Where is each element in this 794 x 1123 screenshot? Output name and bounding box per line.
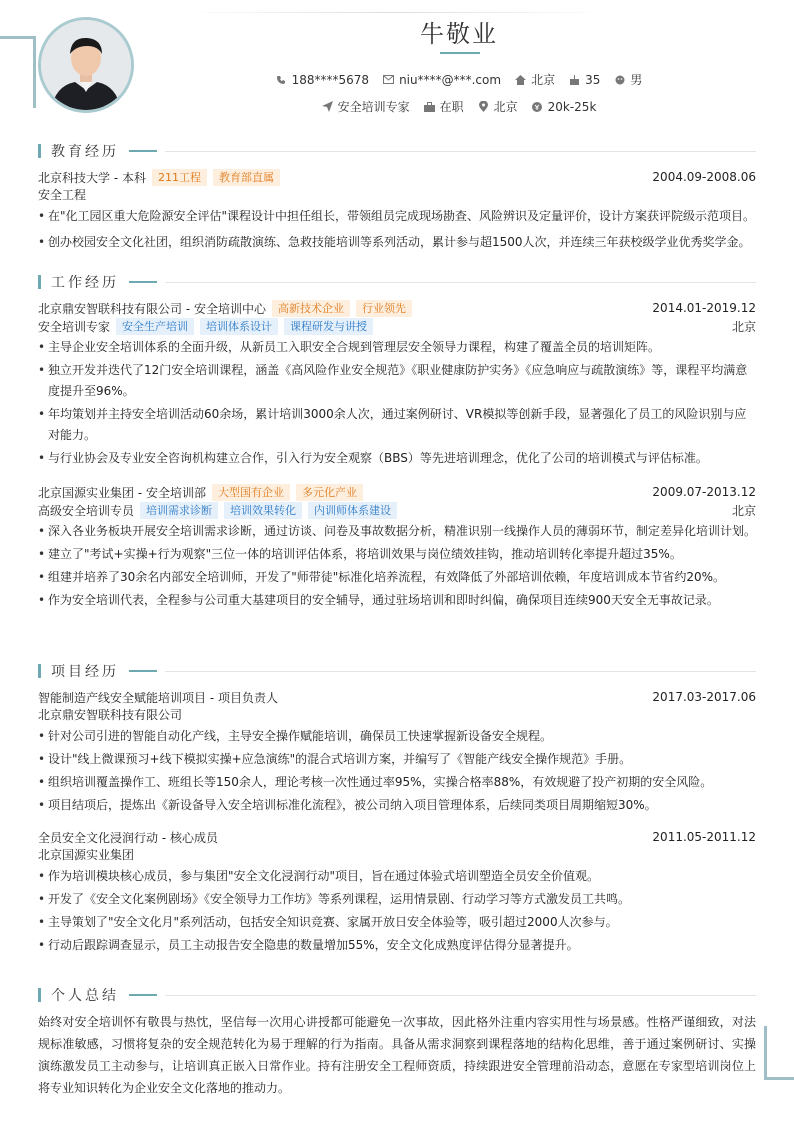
company-name: 北京国源实业集团 - 安全培训部 — [38, 485, 206, 500]
section-education — [38, 141, 756, 161]
location-text: 北京 — [531, 73, 556, 87]
list-item: • 针对公司引进的智能自动化产线，主导安全操作赋能培训，确保员工快速掌握新设备安全规程。 — [38, 726, 756, 747]
work-city: 北京 — [731, 319, 756, 334]
company-tag: 大型国有企业 — [212, 484, 290, 501]
gender-icon — [614, 74, 625, 85]
work-date: 2014.01-2019.12 — [652, 301, 756, 315]
section-work — [38, 272, 756, 292]
job-role: 安全培训专家 — [38, 319, 111, 334]
email-text: niu****@***.com — [399, 72, 502, 87]
name-underline — [440, 52, 480, 54]
briefcase-icon — [424, 101, 435, 112]
summary-text: 始终对安全培训怀有敬畏与热忱，坚信每一次用心讲授都可能避免一次事故，因此格外注重内容实用性与场景感。性格严谨细致，对法规标准敏感，习惯将复杂的安全规范转化为易于理解的行为指南。具备从需求洞察到课程落地的结构化思维，善于通过案例研讨、实操演练激发员工主动参与，让培训真正嵌入日常作业。持有注册安全工程师资质，持续跟进安全管理前沿动态，意愿在专家型培训岗位上将专业知识转化为企业安全文化落地的推动力。 — [38, 1015, 756, 1095]
money-icon — [532, 101, 543, 112]
target-position-item — [322, 98, 410, 115]
send-icon — [322, 101, 333, 112]
job-role: 高级安全培训专员 — [38, 503, 135, 518]
salary-item — [532, 98, 597, 115]
work-city: 北京 — [731, 503, 756, 518]
project-title: 全员安全文化浸润行动 - 核心成员 — [38, 830, 218, 845]
home-icon — [515, 74, 526, 85]
top-divider — [180, 12, 610, 13]
skill-tag: 培训需求诊断 — [140, 502, 218, 519]
company-tag: 多元化产业 — [296, 484, 363, 501]
corner-decoration-bottom-right — [764, 1026, 794, 1080]
cake-icon — [569, 74, 580, 85]
target-city-text: 北京 — [493, 100, 518, 114]
list-item: • 与行业协会及专业安全咨询机构建立合作，引入行为安全观察（BBS）等先进培训理念，优化了公司的培训模式与评估标准。 — [38, 448, 756, 469]
list-item: • 创办校园安全文化社团，组织消防疏散演练、急救技能培训等系列活动，累计参与超1500人次，并连续三年获校级学业优秀奖学金。 — [38, 232, 756, 253]
section-title-education: 教育经历 — [51, 144, 119, 160]
skill-tag: 内训师体系建设 — [308, 502, 397, 519]
phone-item — [276, 71, 369, 88]
school-name: 北京科技大学 - 本科 — [38, 170, 146, 185]
phone-icon — [276, 74, 287, 85]
list-item: • 作为安全培训代表，全程参与公司重大基建项目的安全辅导，通过驻场培训和即时纠偏，确保项目连续900天安全无事故记录。 — [38, 590, 756, 611]
target-city-item — [478, 98, 518, 115]
list-item: • 年均策划并主持安全培训活动60余场，累计培训3000余人次，通过案例研讨、VR模拟等创新手段，显著强化了员工的风险识别与应对能力。 — [38, 404, 756, 446]
project-title: 智能制造产线安全赋能培训项目 - 项目负责人 — [38, 690, 278, 705]
list-item: • 项目结项后，提炼出《新设备导入安全培训标准化流程》，被公司纳入项目管理体系，后续同类项目周期缩短30%。 — [38, 795, 756, 816]
skill-tag: 课程研发与讲授 — [284, 318, 373, 335]
section-summary — [38, 985, 756, 1005]
intention-row — [124, 98, 794, 115]
list-item: • 主导策划了"安全文化月"系列活动，包括安全知识竞赛、家属开放日安全体验等，吸引超过2000人次参与。 — [38, 912, 756, 933]
list-item: • 组织培训覆盖操作工、班组长等150余人，理论考核一次性通过率95%，实操合格率88%，有效规避了投产初期的安全风险。 — [38, 772, 756, 793]
work-entry — [38, 483, 756, 611]
list-item: • 组建并培养了30余名内部安全培训师，开发了"师带徒"标准化培养流程，有效降低了外部培训依赖，年度培训成本节省约20%。 — [38, 567, 756, 588]
project-org: 北京鼎安智联科技有限公司 — [38, 708, 183, 722]
gender-item — [614, 71, 642, 88]
target-position-text: 安全培训专家 — [337, 100, 410, 114]
skill-tag: 培训体系设计 — [200, 318, 278, 335]
contact-row — [124, 71, 794, 88]
project-date: 2017.03-2017.06 — [652, 690, 756, 704]
project-org: 北京国源实业集团 — [38, 848, 135, 862]
list-item: • 深入各业务板块开展安全培训需求诊断，通过访谈、问卷及事故数据分析，精准识别一线操作人员的薄弱环节，制定差异化培训计划。 — [38, 521, 756, 542]
gender-text: 男 — [630, 73, 643, 87]
skill-tag: 安全生产培训 — [116, 318, 194, 335]
status-text: 在职 — [439, 100, 464, 114]
company-name: 北京鼎安智联科技有限公司 - 安全培训中心 — [38, 301, 266, 316]
location-item — [515, 71, 555, 88]
company-tag: 行业领先 — [356, 300, 412, 317]
candidate-name: 牛敬业 — [420, 20, 498, 48]
project-entry — [38, 828, 756, 956]
age-item — [569, 71, 600, 88]
school-tag: 教育部直属 — [213, 169, 280, 186]
education-entry — [38, 168, 756, 253]
salary-text: 20k-25k — [547, 99, 597, 114]
section-title-work: 工作经历 — [51, 275, 119, 291]
list-item: • 建立了"考试+实操+行为观察"三位一体的培训评估体系，将培训效果与岗位绩效挂钩，推动培训转化率提升超过35%。 — [38, 544, 756, 565]
section-title-summary: 个人总结 — [51, 988, 119, 1004]
phone-text: 188****5678 — [291, 72, 370, 87]
age-text: 35 — [585, 72, 601, 87]
school-tag: 211工程 — [152, 169, 207, 186]
company-tag: 高新技术企业 — [272, 300, 350, 317]
list-item: • 在"化工园区重大危险源安全评估"课程设计中担任组长，带领组员完成现场勘查、风险辨识及定量评价，设计方案获评院级示范项目。 — [38, 206, 756, 227]
section-projects — [38, 661, 756, 681]
major: 安全工程 — [38, 188, 87, 202]
list-item: • 作为培训模块核心成员，参与集团"安全文化浸润行动"项目，旨在通过体验式培训塑造全员安全价值观。 — [38, 866, 756, 887]
section-title-projects: 项目经历 — [51, 664, 119, 680]
mail-icon — [383, 74, 394, 85]
project-entry — [38, 688, 756, 816]
location-icon — [478, 101, 489, 112]
email-item — [383, 71, 501, 88]
project-date: 2011.05-2011.12 — [652, 830, 756, 844]
work-date: 2009.07-2013.12 — [652, 485, 756, 499]
education-date: 2004.09-2008.06 — [652, 170, 756, 184]
list-item: • 行动后跟踪调查显示，员工主动报告安全隐患的数量增加55%，安全文化成熟度评估得分显著提升。 — [38, 935, 756, 956]
list-item: • 设计"线上微课预习+线下模拟实操+应急演练"的混合式培训方案，并编写了《智能产线安全操作规范》手册。 — [38, 749, 756, 770]
list-item: • 开发了《安全文化案例剧场》《安全领导力工作坊》等系列课程，运用情景剧、行动学习等方式激发员工共鸣。 — [38, 889, 756, 910]
work-entry — [38, 299, 756, 469]
list-item: • 主导企业安全培训体系的全面升级，从新员工入职安全合规到管理层安全领导力课程，构建了覆盖全员的培训矩阵。 — [38, 337, 756, 358]
skill-tag: 培训效果转化 — [224, 502, 302, 519]
status-item — [424, 98, 464, 115]
list-item: • 独立开发并迭代了12门安全培训课程，涵盖《高风险作业安全规范》《职业健康防护实务》《应急响应与疏散演练》等，课程平均满意度提升至96%。 — [38, 360, 756, 402]
